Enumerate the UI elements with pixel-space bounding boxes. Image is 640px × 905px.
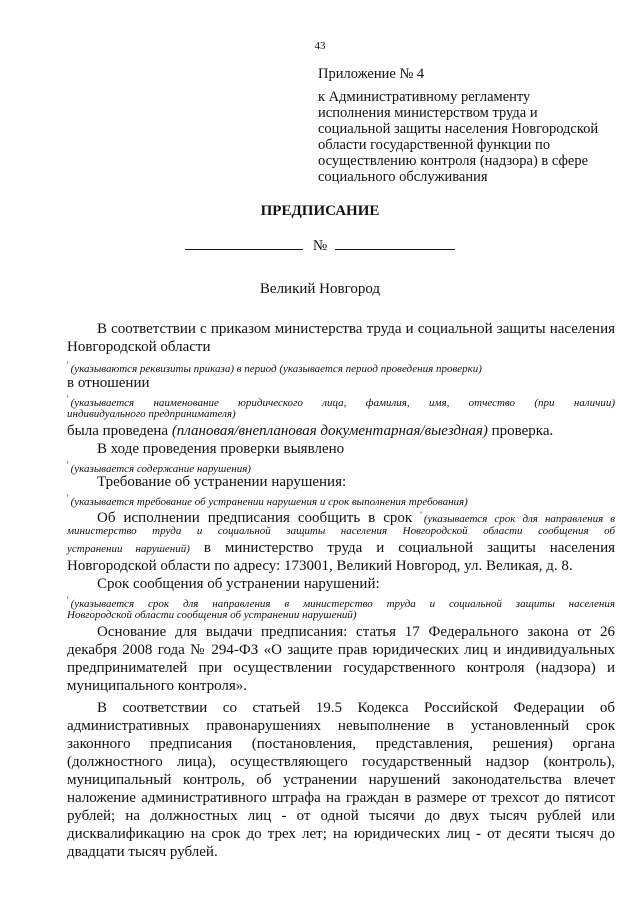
- inspection-type: (плановая/внеплановая документарная/выездная): [171, 423, 488, 439]
- document-title: ПРЕДПИСАНИЕ: [260, 203, 380, 219]
- conducted-prefix: была проведена: [67, 423, 172, 439]
- hint-mark: ': [420, 510, 422, 520]
- hint-report: министерство труда и социальной защиты населения Новгородской области сообщения об: [67, 525, 615, 537]
- appendix-line: области государственной функции по: [318, 137, 551, 153]
- paragraph-line: Новгородской области: [67, 339, 211, 355]
- report-prefix: Об исполнении предписания сообщить в срок: [97, 510, 421, 526]
- page-number: 43: [314, 40, 326, 52]
- liability-line: муниципальный контроль, об устранении нарушений законодательства влечет: [67, 772, 615, 788]
- appendix-line: исполнения министерством труда и: [318, 105, 538, 121]
- hint-mark: ': [67, 493, 69, 503]
- liability-line: административных правонарушениях невыполнение в установленный срок: [67, 718, 615, 734]
- appendix-line: социальной защиты населения Новгородской: [318, 121, 599, 137]
- hint-mark: ': [67, 595, 69, 605]
- appendix-line: осуществлению контроля (надзора) в сфере: [318, 153, 589, 169]
- date-blank: [185, 235, 303, 250]
- basis-line: предпринимателей при осуществлении государственного контроля (надзора) и: [67, 660, 615, 676]
- appendix-line: социального обслуживания: [318, 169, 488, 185]
- appendix-header: [318, 66, 598, 185]
- regarding-line: в отношении: [67, 375, 150, 391]
- address-line: Новгородской области по адресу: 173001, Великий Новгород, ул. Великая, д. 8.: [67, 558, 573, 574]
- liability-line: рублей; на должностных лиц - от одной тысячи до двух тысяч рублей или: [67, 808, 615, 824]
- liability-line: наложение административного штрафа на граждан в размере от трехсот до пятисот: [67, 790, 615, 806]
- hint-entity: [67, 392, 615, 407]
- found-line: В ходе проведения проверки выявлено: [97, 441, 345, 457]
- city-name: Великий Новгород: [259, 281, 381, 297]
- number-sign: №: [312, 238, 328, 254]
- liability-line: (должностного лица), осуществляющего государственный надзор (контроль),: [67, 754, 615, 770]
- hint-requirement-text: (указывается требование об устранении нарушения и срок выполнения требования): [70, 496, 468, 508]
- hint-period: (указывается период проведения проверки): [279, 363, 482, 375]
- liability-line: законного предписания (постановления, представления, решения) органа: [67, 736, 615, 752]
- report-line: [67, 539, 615, 557]
- in-period-text: в период: [234, 363, 280, 375]
- hint-report: устранении нарушений): [67, 543, 190, 555]
- number-blank: [335, 235, 455, 250]
- hint-violation-text: (указывается содержание нарушения): [70, 463, 251, 475]
- appendix-body: [318, 89, 598, 185]
- document-body: [67, 320, 615, 861]
- document-number-line: [0, 235, 640, 255]
- basis-line: декабря 2008 года № 294-ФЗ «О защите прав юридических лиц и индивидуальных: [67, 642, 615, 658]
- hint-violation: [67, 458, 615, 473]
- order-period-line: [67, 356, 615, 374]
- liability-line: дисквалификацию на срок до трех лет; на юридических лиц - от десяти тысяч до: [67, 826, 615, 842]
- hint-mark: ': [67, 394, 69, 404]
- appendix-title: Приложение № 4: [318, 66, 425, 82]
- liability-line: В соответствии со статьей 19.5 Кодекса Российской Федерации об: [97, 700, 615, 716]
- hint-mark: ': [67, 460, 69, 470]
- report-line: [67, 506, 615, 524]
- report-tail: в министерство труда и социальной защиты населения: [189, 540, 615, 556]
- deadline-line: Срок сообщения об устранении нарушений:: [97, 576, 380, 592]
- hint-deadline-text: (указывается срок для направления в министерство труда и социальной защиты населения: [70, 598, 615, 610]
- appendix-line: к Административному регламенту: [318, 89, 531, 105]
- basis-line: Основание для выдачи предписания: статья 17 Федерального закона от 26: [97, 624, 615, 640]
- hint-entity: индивидуального предпринимателя): [67, 408, 236, 420]
- basis-line: муниципального контроля».: [67, 678, 248, 694]
- paragraph-line: В соответствии с приказом министерства труда и социальной защиты населения: [97, 321, 615, 337]
- liability-line: двадцати тысяч рублей.: [67, 844, 218, 860]
- hint-mark: ': [67, 360, 69, 370]
- hint-requirement: [67, 491, 615, 506]
- requirement-line: Требование об устранении нарушения:: [97, 474, 347, 490]
- hint-deadline: [67, 593, 615, 608]
- hint-report-text: (указывается срок для направления в: [423, 513, 615, 525]
- conducted-suffix: проверка.: [487, 423, 554, 439]
- hint-deadline: Новгородской области сообщения об устранении нарушений): [67, 609, 357, 621]
- hint-order: (указываются реквизиты приказа): [70, 363, 234, 375]
- conducted-line: [67, 422, 615, 440]
- hint-entity-text: (указывается наименование юридического лица, фамилия, имя, отчество (при наличии): [70, 397, 615, 409]
